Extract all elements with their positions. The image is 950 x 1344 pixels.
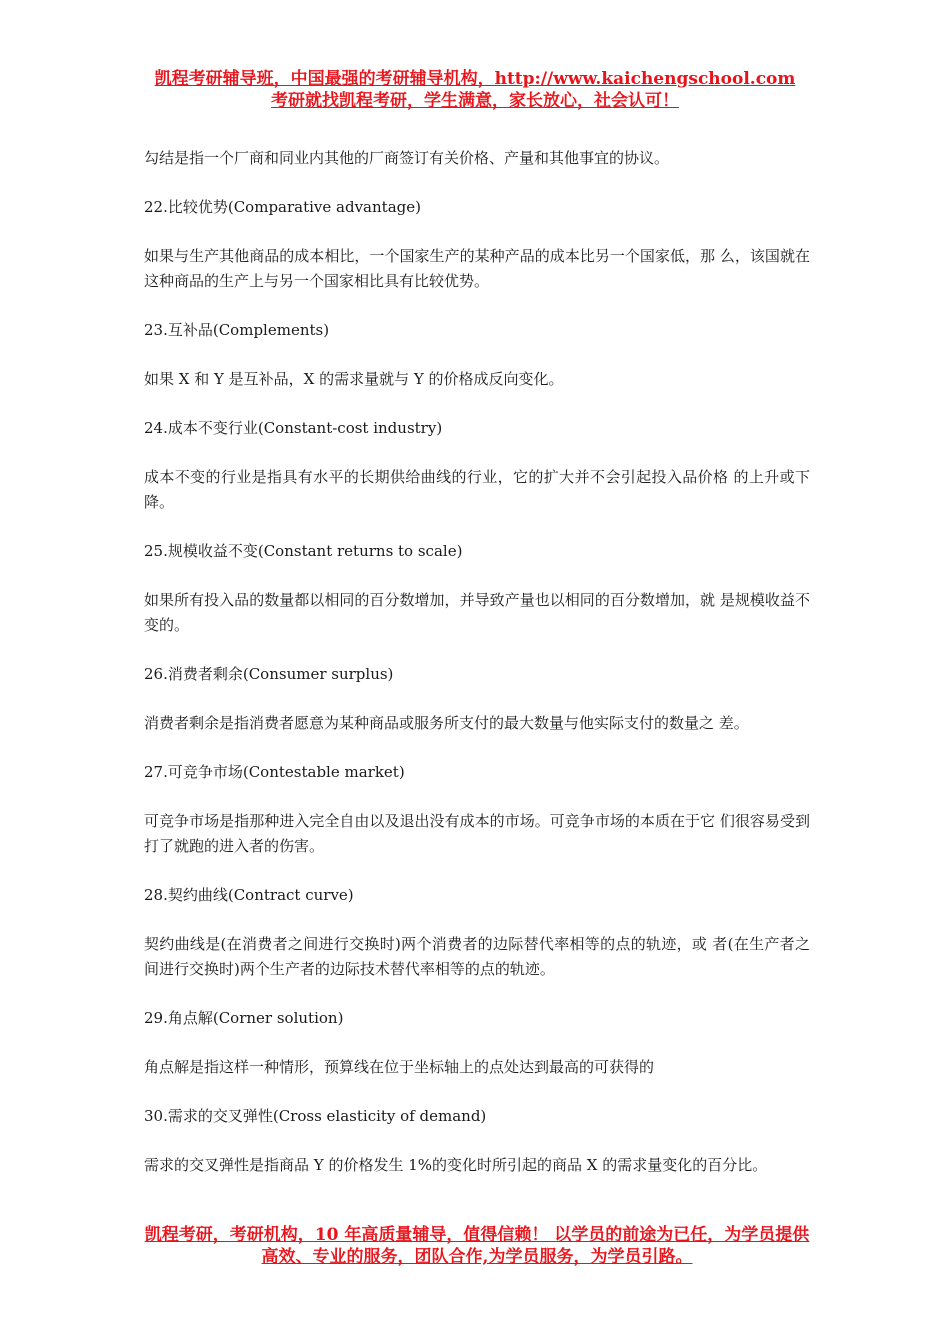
footer-text-2: 高效、专业的服务，团队合作,为学员服务，为学员引路。 (261, 1247, 693, 1267)
entry-title: 24.成本不变行业(Constant-cost industry) (144, 419, 443, 437)
entry-body: 需求的交叉弹性是指商品 Y 的价格发生 1%的变化时所引起的商品 X 的需求量变化的百分比。 (144, 1156, 768, 1174)
footer-text-1: 凯程考研，考研机构，10 年高质量辅导，值得信赖！ 以学员的前途为已任，为学员提供 (144, 1225, 810, 1245)
entry-title: 28.契约曲线(Contract curve) (144, 886, 354, 904)
page-header (0, 68, 950, 112)
header-line-2 (0, 90, 950, 112)
entry-body: 角点解是指这样一种情形，预算线在位于坐标轴上的点处达到最高的可获得的 (144, 1058, 655, 1076)
entry-body: 消费者剩余是指消费者愿意为某种商品或服务所支付的最大数量与他实际支付的数量之 差。 (144, 714, 749, 732)
page-footer (144, 1224, 810, 1268)
entry-title: 27.可竞争市场(Contestable market) (144, 763, 405, 781)
entry-body: 可竞争市场是指那种进入完全自由以及退出没有成本的市场。可竞争市场的本质在于它 们很容易受到打了就跑的进入者的伤害。 (144, 812, 810, 855)
footer-line-2 (144, 1246, 810, 1268)
intro-paragraph: 勾结是指一个厂商和同业内其他的厂商签订有关价格、产量和其他事宜的协议。 (144, 149, 670, 167)
document-body (144, 146, 810, 1202)
entry-body: 如果与生产其他商品的成本相比，一个国家生产的某种产品的成本比另一个国家低，那 么，该国就在这种商品的生产上与另一个国家相比具有比较优势。 (144, 247, 810, 290)
entry-title: 22.比较优势(Comparative advantage) (144, 198, 421, 216)
entry-title: 26.消费者剩余(Consumer surplus) (144, 665, 394, 683)
header-line-1[interactable] (0, 68, 950, 90)
entry-title: 30.需求的交叉弹性(Cross elasticity of demand) (144, 1107, 487, 1125)
entry-body: 成本不变的行业是指具有水平的长期供给曲线的行业，它的扩大并不会引起投入品价格 的上升或下降。 (144, 468, 810, 511)
header-link-text[interactable]: 凯程考研辅导班，中国最强的考研辅导机构，http://www.kaichengschool.com (154, 69, 796, 89)
entry-title: 29.角点解(Corner solution) (144, 1009, 344, 1027)
entry-title: 23.互补品(Complements) (144, 321, 330, 339)
header-slogan: 考研就找凯程考研，学生满意，家长放心，社会认可！ (271, 91, 679, 111)
entry-body: 如果 X 和 Y 是互补品，X 的需求量就与 Y 的价格成反向变化。 (144, 370, 564, 388)
footer-line-1 (144, 1224, 810, 1246)
entry-body: 契约曲线是(在消费者之间进行交换时)两个消费者的边际替代率相等的点的轨迹，或 者(在生产者之间进行交换时)两个生产者的边际技术替代率相等的点的轨迹。 (144, 935, 810, 978)
entry-title: 25.规模收益不变(Constant returns to scale) (144, 542, 463, 560)
entry-body: 如果所有投入品的数量都以相同的百分数增加，并导致产量也以相同的百分数增加，就 是规模收益不变的。 (144, 591, 810, 634)
